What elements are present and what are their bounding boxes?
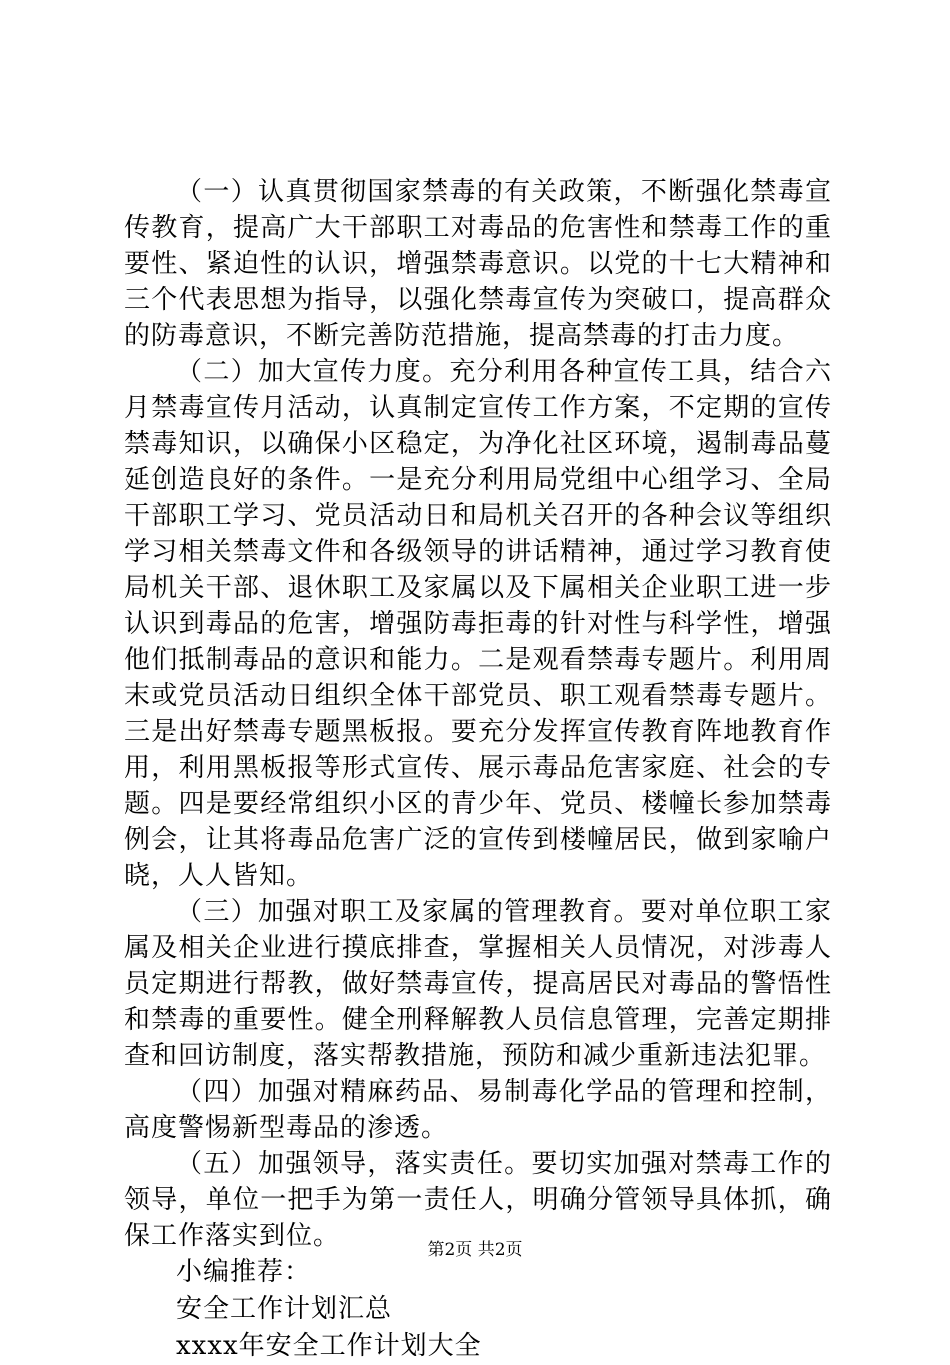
recommend-link-safety-plans[interactable]: xxxx年安全工作计划大全 — [176, 1331, 482, 1361]
paragraph-policy: （一）认真贯彻国家禁毒的有关政策，不断强化禁毒宣传教育，提高广大干部职工对毒品的危害性和禁毒工作的重要性、紧迫性的认识，增强禁毒意识。以党的十七大精神和三个代表思想为指导，以强化禁毒宣传为突破口，提高群众的防毒意识，不断完善防范措施，提高禁毒的打击力度。 — [124, 177, 832, 351]
paragraph-leadership: （五）加强领导，落实责任。要切实加强对禁毒工作的领导，单位一把手为第一责任人，明确分管领导具体抓，确保工作落实到位。 — [124, 1149, 832, 1251]
recommend-link-safety-summary[interactable]: 安全工作计划汇总 — [176, 1294, 393, 1324]
page-number-footer: 第2页 共2页 — [427, 1240, 523, 1260]
recommend-section — [124, 1254, 832, 1365]
document-body — [124, 174, 832, 1365]
paragraph-publicity: （二）加大宣传力度。充分利用各种宣传工具，结合六月禁毒宣传月活动，认真制定宣传工作方案，不定期的宣传禁毒知识，以确保小区稳定，为净化社区环境，遏制毒品蔓延创造良好的条件。一是充分利用局党组中心组学习、全局干部职工学习、党员活动日和局机关召开的各种会议等组织学习相关禁毒文件和各级领导的讲话精神，通过学习教育使局机关干部、退休职工及家属以及下属相关企业职工进一步认识到毒品的危害，增强防毒拒毒的针对性与科学性，增强他们抵制毒品的意识和能力。二是观看禁毒专题片。利用周末或党员活动日组织全体干部党员、职工观看禁毒专题片。三是出好禁毒专题黑板报。要充分发挥宣传教育阵地教育作用，利用黑板报等形式宣传、展示毒品危害家庭、社会的专题。四是要经常组织小区的青少年、党员、楼幢长参加禁毒例会，让其将毒品危害广泛的宣传到楼幢居民，做到家喻户晓，人人皆知。 — [124, 357, 832, 891]
paragraph-management: （三）加强对职工及家属的管理教育。要对单位职工家属及相关企业进行摸底排查，掌握相关人员情况，对涉毒人员定期进行帮教，做好禁毒宣传，提高居民对毒品的警悟性和禁毒的重要性。健全刑释解教人员信息管理，完善定期排查和回访制度，落实帮教措施，预防和减少重新违法犯罪。 — [124, 897, 832, 1071]
recommend-heading: 小编推荐： — [176, 1257, 312, 1287]
paragraph-control: （四）加强对精麻药品、易制毒化学品的管理和控制，高度警惕新型毒品的渗透。 — [124, 1077, 832, 1143]
